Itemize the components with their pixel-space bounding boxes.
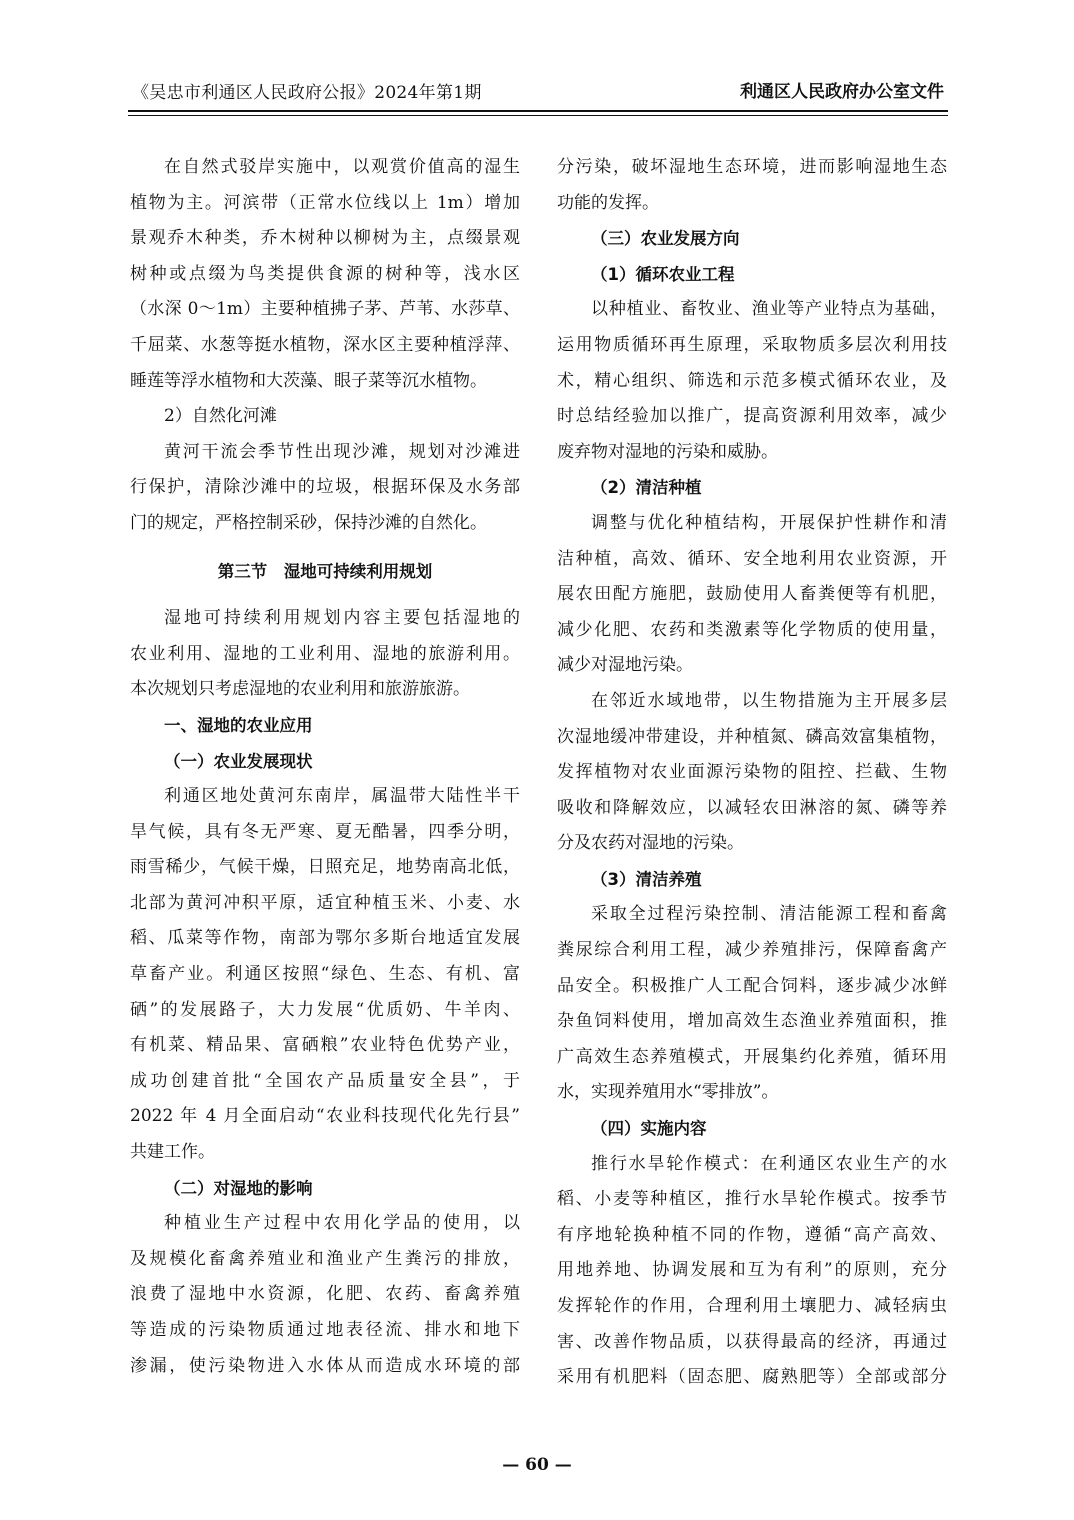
text-line: 发挥植物对农业面源污染物的阻控、拦截、生物 bbox=[557, 762, 947, 783]
text-line: 利通区地处黄河东南岸，属温带大陆性半干 bbox=[164, 786, 520, 807]
text-line: 硒”的发展路子，大力发展“优质奶、牛羊肉、 bbox=[130, 999, 520, 1020]
text-line: 吸收和降解效应，以减轻农田淋溶的氮、磷等养 bbox=[557, 797, 947, 818]
text-line: 废弃物对湿地的污染和威胁。 bbox=[557, 441, 778, 462]
text-line: 害、改善作物品质，以获得最高的经济，再通过 bbox=[557, 1331, 947, 1352]
text-line: 门的规定，严格控制采砂，保持沙滩的自然化。 bbox=[130, 512, 487, 533]
text-line: 分污染，破坏湿地生态环境，进而影响湿地生态 bbox=[557, 157, 947, 177]
text-line: （水深 0～1m）主要种植拂子茅、芦苇、水莎草、 bbox=[130, 299, 520, 320]
text-line: 行保护，清除沙滩中的垃圾，根据环保及水务部 bbox=[130, 477, 520, 498]
text-line: 睡莲等浮水植物和大茨藻、眼子菜等沉水植物。 bbox=[130, 370, 487, 391]
text-line: 采用有机肥料（固态肥、腐熟肥等）全部或部分 bbox=[557, 1367, 947, 1388]
text-line: 植物为主。河滨带（正常水位线以上 1m）增加 bbox=[130, 192, 520, 213]
heading-circular-agriculture: （1）循环农业工程 bbox=[591, 264, 735, 284]
text-line: 及规模化畜禽养殖业和渔业产生粪污的排放， bbox=[130, 1248, 520, 1269]
text-line: 景观乔木种类，乔木树种以柳树为主，点缀景观 bbox=[130, 228, 520, 249]
text-line: 运用物质循环再生原理，采取物质多层次利用技 bbox=[557, 334, 947, 355]
text-line: 草畜产业。利通区按照“绿色、生态、有机、富 bbox=[130, 964, 520, 985]
text-line: 稻、瓜菜等作物，南部为鄂尔多斯台地适宜发展 bbox=[130, 928, 520, 949]
heading-clean-breeding: （3）清洁养殖 bbox=[591, 869, 702, 889]
page-number: — 60 — bbox=[502, 1455, 572, 1475]
header-rule-thin bbox=[128, 115, 948, 116]
text-line: 2022 年 4 月全面启动“农业科技现代化先行县” bbox=[130, 1106, 520, 1127]
text-line: 调整与优化种植结构，开展保护性耕作和清 bbox=[591, 512, 947, 533]
text-line: 展农田配方施肥，鼓励使用人畜粪便等有机肥， bbox=[557, 584, 947, 605]
right-column bbox=[557, 150, 947, 1396]
text-line: 次湿地缓冲带建设，并种植氮、磷高效富集植物， bbox=[557, 726, 947, 747]
text-line: 减少对湿地污染。 bbox=[557, 655, 693, 676]
text-line: 共建工作。 bbox=[130, 1142, 215, 1163]
office-name: 利通区人民政府办公室文件 bbox=[740, 82, 944, 102]
heading-agricultural-status: （一）农业发展现状 bbox=[164, 751, 313, 771]
text-line: 用地养地、协调发展和互为有利”的原则，充分 bbox=[557, 1260, 947, 1281]
text-line: 农业利用、湿地的工业利用、湿地的旅游利用。 bbox=[130, 643, 520, 664]
text-line: 黄河干流会季节性出现沙滩，规划对沙滩进 bbox=[164, 441, 520, 462]
text-line: 品安全。积极推广人工配合饲料，逐步减少冰鲜 bbox=[557, 975, 947, 996]
text-line: 时总结经验加以推广，提高资源利用效率，减少 bbox=[557, 406, 947, 427]
text-line: 树种或点缀为鸟类提供食源的树种等，浅水区 bbox=[130, 263, 520, 284]
text-line: 本次规划只考虑湿地的农业利用和旅游旅游。 bbox=[130, 679, 470, 700]
text-line: 成功创建首批“全国农产品质量安全县”，于 bbox=[130, 1070, 520, 1091]
text-line: 稻、小麦等种植区，推行水旱轮作模式。按季节 bbox=[557, 1189, 947, 1210]
heading-implementation: （四）实施内容 bbox=[591, 1119, 707, 1139]
header-rule-thick bbox=[128, 110, 948, 112]
heading-clean-planting: （2）清洁种植 bbox=[591, 478, 702, 498]
text-line: 渗漏，使污染物进入水体从而造成水环境的部 bbox=[130, 1355, 520, 1376]
text-line: 以种植业、畜牧业、渔业等产业特点为基础， bbox=[591, 299, 947, 320]
text-line: 分及农药对湿地的污染。 bbox=[557, 833, 744, 854]
gazette-title: 《吴忠市利通区人民政府公报》2024年第1期 bbox=[132, 83, 482, 103]
text-line: 北部为黄河冲积平原，适宜种植玉米、小麦、水 bbox=[130, 892, 520, 913]
text-line: 雨雪稀少，气候干燥，日照充足，地势南高北低， bbox=[130, 857, 520, 878]
text-line: 发挥轮作的作用，合理利用土壤肥力、减轻病虫 bbox=[557, 1296, 947, 1316]
text-line: 功能的发挥。 bbox=[557, 192, 659, 213]
heading-development-direction: （三）农业发展方向 bbox=[591, 229, 740, 249]
text-line: 千屈菜、水葱等挺水植物，深水区主要种植浮萍、 bbox=[130, 334, 520, 355]
text-line: 术，精心组织、筛选和示范多模式循环农业，及 bbox=[557, 370, 947, 391]
text-line: 在自然式驳岸实施中，以观赏价值高的湿生 bbox=[164, 157, 520, 177]
subheading-natural-beach: 2）自然化河滩 bbox=[164, 406, 277, 427]
text-line: 有序地轮换种植不同的作物，遵循“高产高效、 bbox=[557, 1224, 947, 1245]
text-line: 杂鱼饲料使用，增加高效生态渔业养殖面积，推 bbox=[557, 1011, 947, 1032]
heading-agricultural-application: 一、湿地的农业应用 bbox=[164, 715, 313, 735]
text-line: 推行水旱轮作模式：在利通区农业生产的水 bbox=[591, 1153, 947, 1174]
heading-wetland-impact: （二）对湿地的影响 bbox=[164, 1178, 313, 1198]
text-line: 有机菜、精品果、富硒粮”农业特色优势产业， bbox=[130, 1035, 520, 1056]
text-line: 在邻近水域地带，以生物措施为主开展多层 bbox=[591, 690, 947, 711]
text-line: 等造成的污染物质通过地表径流、排水和地下 bbox=[130, 1320, 520, 1340]
text-line: 粪尿综合利用工程，减少养殖排污，保障畜禽产 bbox=[557, 940, 947, 961]
text-line: 采取全过程污染控制、清洁能源工程和畜禽 bbox=[591, 904, 947, 925]
text-line: 洁种植，高效、循环、安全地利用农业资源，开 bbox=[557, 548, 947, 569]
text-line: 广高效生态养殖模式，开展集约化养殖，循环用 bbox=[557, 1046, 947, 1067]
section-heading: 第三节 湿地可持续利用规划 bbox=[217, 561, 433, 581]
text-line: 浪费了湿地中水资源，化肥、农药、畜禽养殖 bbox=[130, 1284, 520, 1305]
text-line: 种植业生产过程中农用化学品的使用，以 bbox=[164, 1213, 520, 1234]
left-column bbox=[130, 150, 520, 1384]
text-line: 减少化肥、农药和类激素等化学物质的使用量， bbox=[557, 619, 947, 640]
text-line: 水，实现养殖用水“零排放”。 bbox=[557, 1082, 779, 1103]
text-line: 湿地可持续利用规划内容主要包括湿地的 bbox=[164, 608, 520, 629]
text-line: 旱气候，具有冬无严寒、夏无酷暑，四季分明， bbox=[130, 821, 520, 842]
